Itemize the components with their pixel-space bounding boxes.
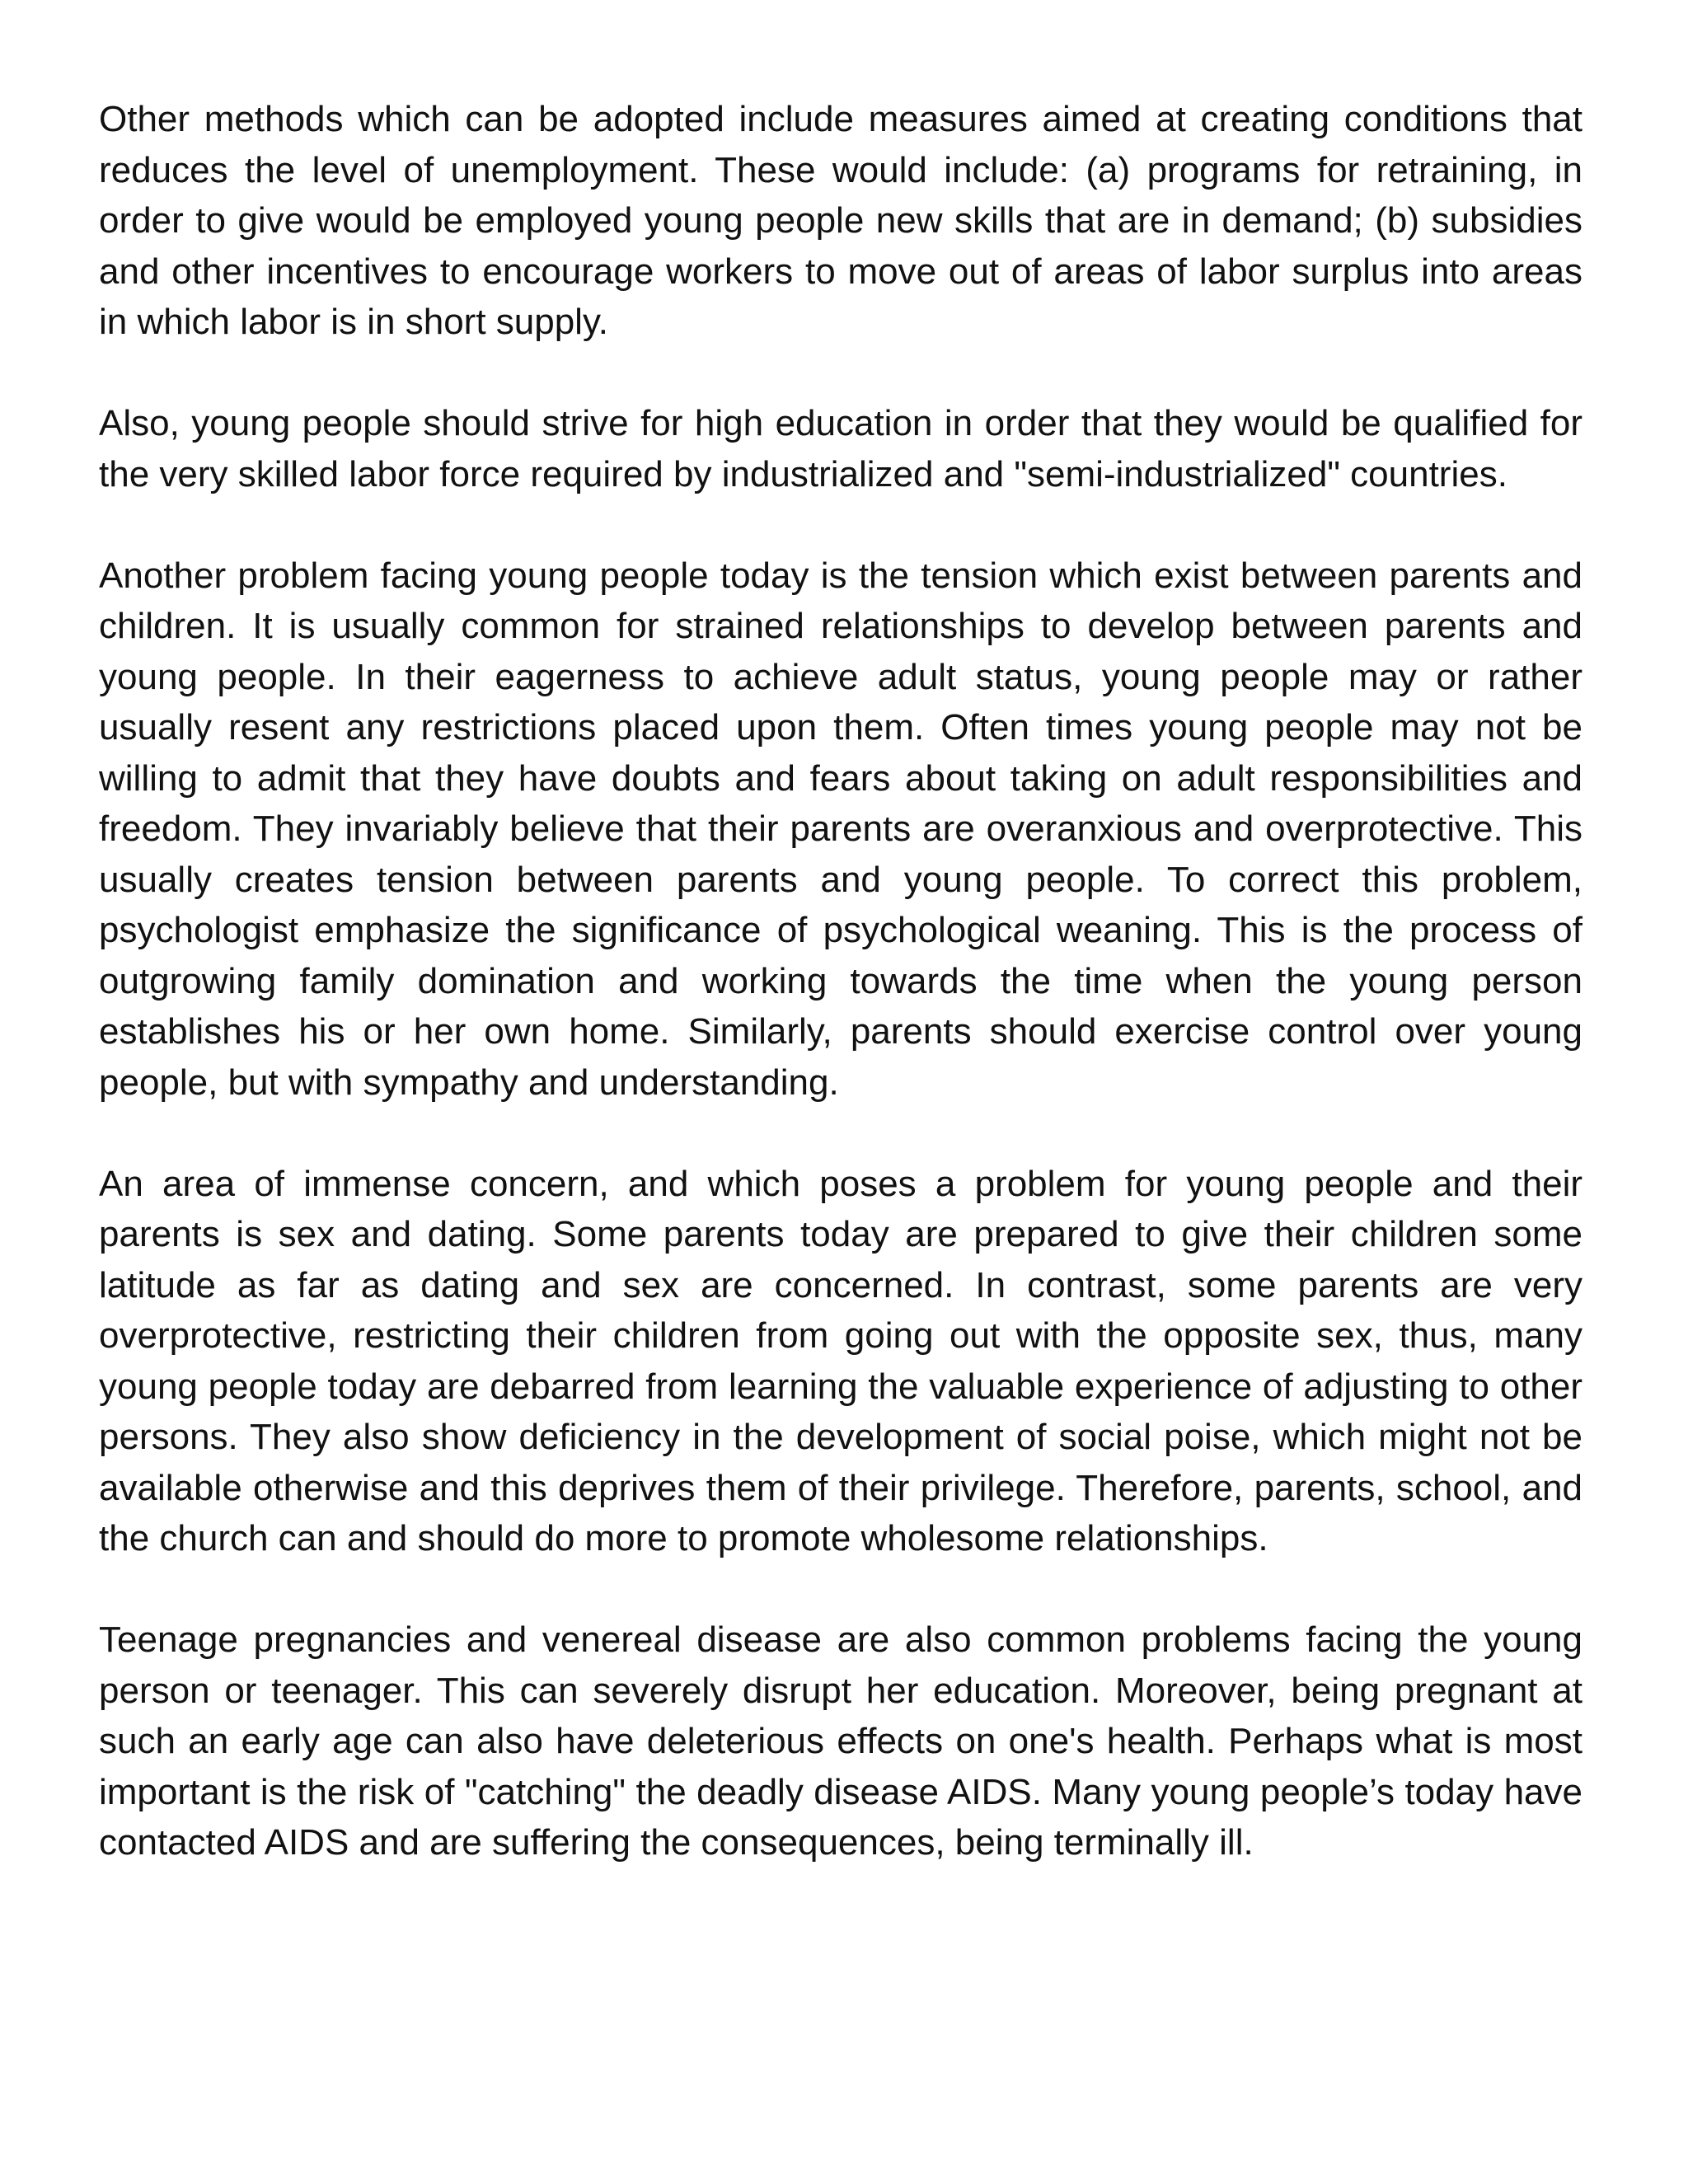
paragraph-education: Also, young people should strive for high education in order that they would be qualified for the very skilled labor force required by industrialized and "semi-industrialized" countries. — [99, 403, 1582, 494]
paragraph-sex-and-dating: An area of immense concern, and which poses a problem for young people and their parents is sex and dating. Some parents today are prepared to give their children some latitude as far as dating and sex are concerned. In contrast, some parents are very overprotective, restricting their children from going out with the opposite sex, thus, many young people today are debarred from learning the valuable experience of adjusting to other persons. They also show deficiency in the development of social poise, which might not be available otherwise and this deprives them of their privilege. Therefore, parents, school, and the church can and should do more to promote wholesome relationships. — [99, 1163, 1582, 1558]
paragraph-teenage-pregnancy: Teenage pregnancies and venereal disease are also common problems facing the young person or teenager. This can severely disrupt her education. Moreover, being pregnant at such an early age can also have deleterious effects on one's health. Perhaps what is most important is the risk of "catching" the deadly disease AIDS. Many young people’s today have contacted AIDS and are suffering the consequences, being terminally ill. — [99, 1619, 1582, 1863]
paragraph-parent-tension: Another problem facing young people today is the tension which exist between parents and children. It is usually common for strained relationships to develop between parents and young people. In their eagerness to achieve adult status, young people may or rather usually resent any restrictions placed upon them. Often times young people may not be willing to admit that they have doubts and fears about taking on adult responsibilities and freedom. They invariably believe that their parents are overanxious and overprotective. This usually creates tension between parents and young people. To correct this problem, psychologist emphasize the significance of psychological weaning. This is the process of outgrowing family domination and working towards the time when the young person establishes his or her own home. Similarly, parents should exercise control over young people, but with sympathy and understanding. — [99, 555, 1582, 1103]
paragraph-unemployment-measures: Other methods which can be adopted include measures aimed at creating conditions that reduces the level of unemployment. These would include: (a) programs for retraining, in order to give would be employed young people new skills that are in demand; (b) subsidies and other incentives to encourage workers to move out of areas of labor surplus into areas in which labor is in short supply. — [99, 99, 1582, 342]
document-page — [99, 94, 1582, 1868]
